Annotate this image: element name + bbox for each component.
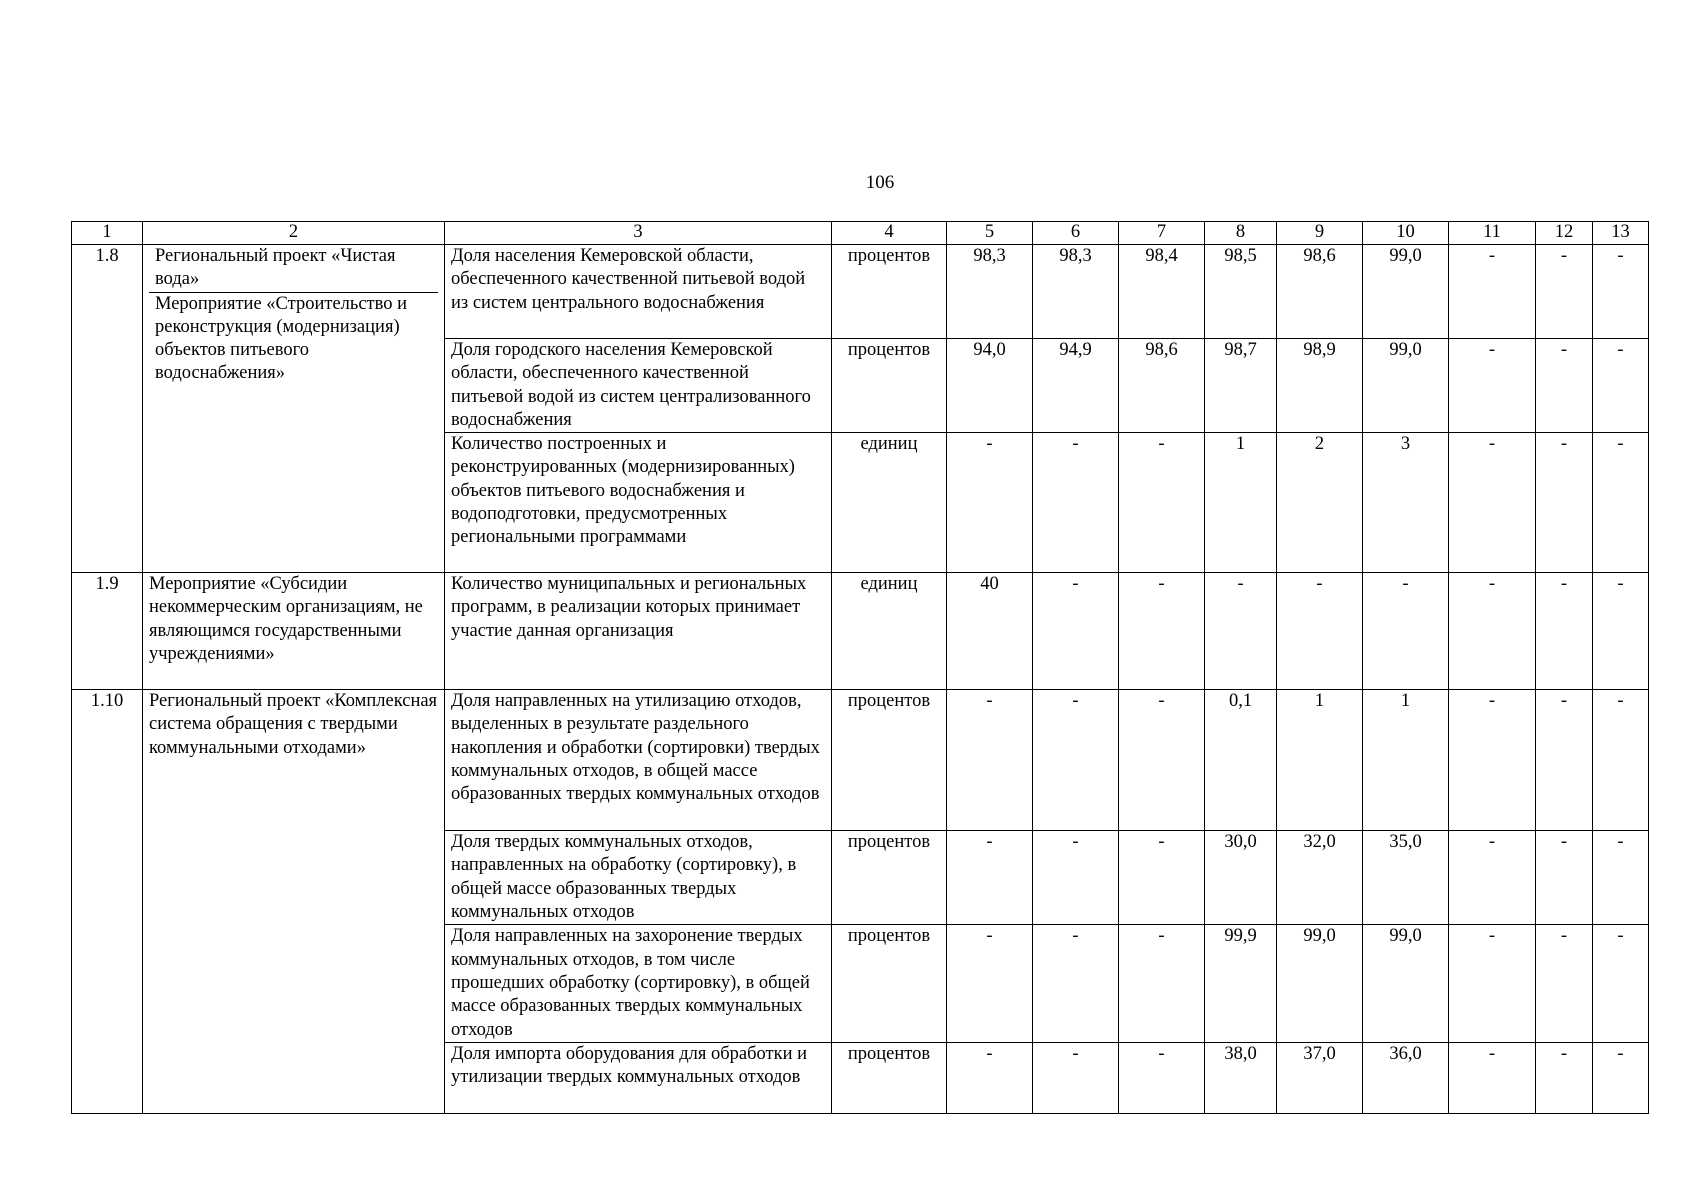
item-name: Региональный проект «Чистая вода»	[149, 245, 438, 293]
value-cell: -	[1593, 245, 1649, 339]
value-cell: 98,3	[1033, 245, 1119, 339]
column-number-cell: 4	[832, 222, 947, 245]
column-number-cell: 6	[1033, 222, 1119, 245]
value-cell: -	[1277, 573, 1363, 690]
value-cell: -	[947, 831, 1033, 925]
value-cell: -	[1119, 831, 1205, 925]
column-number-cell: 3	[445, 222, 832, 245]
value-cell: -	[947, 433, 1033, 573]
value-cell: 98,7	[1205, 339, 1277, 433]
value-cell: 98,6	[1277, 245, 1363, 339]
value-cell: -	[1536, 831, 1593, 925]
value-cell: -	[1033, 573, 1119, 690]
value-cell: 3	[1363, 433, 1449, 573]
item-number: 1.9	[72, 573, 143, 690]
indicator-name: Количество муниципальных и региональных программ, в реализации которых принимает участие данная организация	[445, 573, 832, 690]
value-cell: 98,3	[947, 245, 1033, 339]
value-cell: -	[1119, 690, 1205, 831]
value-cell: 38,0	[1205, 1042, 1277, 1113]
indicator-name: Доля направленных на захоронение твердых коммунальных отходов, в том числе прошедших обработку (сортировку), в общей массе образованных твердых коммунальных отходов	[445, 925, 832, 1042]
value-cell: -	[1593, 433, 1649, 573]
value-cell: -	[1449, 433, 1536, 573]
value-cell: 1	[1205, 433, 1277, 573]
value-cell: 99,0	[1277, 925, 1363, 1042]
table-row	[72, 245, 1649, 339]
item-name: Региональный проект «Комплексная система обращения с твердыми коммунальными отходами»	[143, 690, 445, 1114]
value-cell: -	[1536, 245, 1593, 339]
value-cell: -	[1536, 690, 1593, 831]
value-cell: -	[1536, 433, 1593, 573]
value-cell: 40	[947, 573, 1033, 690]
value-cell: -	[947, 1042, 1033, 1113]
value-cell: -	[1536, 339, 1593, 433]
value-cell: -	[1449, 690, 1536, 831]
value-cell: 99,0	[1363, 245, 1449, 339]
value-cell: -	[1033, 925, 1119, 1042]
value-cell: 30,0	[1205, 831, 1277, 925]
value-cell: -	[1536, 1042, 1593, 1113]
unit-cell: процентов	[832, 690, 947, 831]
indicator-name: Доля направленных на утилизацию отходов, выделенных в результате раздельного накопления и обработки (сортировки) твердых коммунальных отходов, в общей массе образованных твердых коммунальных отходов	[445, 690, 832, 831]
value-cell: 98,4	[1119, 245, 1205, 339]
page-number: 106	[865, 172, 895, 193]
value-cell: 98,9	[1277, 339, 1363, 433]
value-cell: -	[1593, 339, 1649, 433]
value-cell: -	[1033, 433, 1119, 573]
value-cell: -	[1119, 573, 1205, 690]
indicator-name: Доля импорта оборудования для обработки и утилизации твердых коммунальных отходов	[445, 1042, 832, 1113]
column-number-cell: 13	[1593, 222, 1649, 245]
value-cell: 36,0	[1363, 1042, 1449, 1113]
value-cell: -	[1449, 1042, 1536, 1113]
unit-cell: процентов	[832, 245, 947, 339]
value-cell: -	[1449, 339, 1536, 433]
item-name-cell	[143, 245, 445, 573]
value-cell: -	[1593, 925, 1649, 1042]
unit-cell: процентов	[832, 1042, 947, 1113]
column-number-cell: 12	[1536, 222, 1593, 245]
column-number-cell: 5	[947, 222, 1033, 245]
value-cell: -	[947, 690, 1033, 831]
value-cell: -	[1593, 1042, 1649, 1113]
value-cell: 99,0	[1363, 339, 1449, 433]
unit-cell: процентов	[832, 339, 947, 433]
indicator-name: Доля населения Кемеровской области, обеспеченного качественной питьевой водой из систем центрального водоснабжения	[445, 245, 832, 339]
value-cell: -	[1449, 925, 1536, 1042]
value-cell: 35,0	[1363, 831, 1449, 925]
value-cell: -	[1536, 573, 1593, 690]
value-cell: 37,0	[1277, 1042, 1363, 1113]
value-cell: 1	[1363, 690, 1449, 831]
value-cell: -	[1593, 831, 1649, 925]
value-cell: -	[1593, 573, 1649, 690]
unit-cell: единиц	[832, 433, 947, 573]
value-cell: -	[1033, 1042, 1119, 1113]
value-cell: 98,5	[1205, 245, 1277, 339]
unit-cell: процентов	[832, 925, 947, 1042]
value-cell: 99,0	[1363, 925, 1449, 1042]
value-cell: 99,9	[1205, 925, 1277, 1042]
value-cell: 94,0	[947, 339, 1033, 433]
column-number-cell: 10	[1363, 222, 1449, 245]
column-number-cell: 2	[143, 222, 445, 245]
indicator-name: Количество построенных и реконструированных (модернизированных) объектов питьевого водоснабжения и водоподготовки, предусмотренных региональными программами	[445, 433, 832, 573]
value-cell: -	[1363, 573, 1449, 690]
column-number-row	[72, 222, 1649, 245]
column-number-cell: 7	[1119, 222, 1205, 245]
item-number: 1.8	[72, 245, 143, 573]
value-cell: -	[1205, 573, 1277, 690]
value-cell: -	[1449, 573, 1536, 690]
value-cell: -	[947, 925, 1033, 1042]
value-cell: 1	[1277, 690, 1363, 831]
item-name: Мероприятие «Строительство и реконструкция (модернизация) объектов питьевого водоснабжения»	[155, 293, 407, 384]
value-cell: -	[1449, 831, 1536, 925]
value-cell: -	[1119, 433, 1205, 573]
unit-cell: процентов	[832, 831, 947, 925]
indicator-name: Доля городского населения Кемеровской области, обеспеченного качественной питьевой водой из систем централизованного водоснабжения	[445, 339, 832, 433]
value-cell: -	[1119, 925, 1205, 1042]
value-cell: 0,1	[1205, 690, 1277, 831]
table-row	[72, 573, 1649, 690]
indicator-table	[71, 221, 1649, 1114]
column-number-cell: 8	[1205, 222, 1277, 245]
value-cell: -	[1593, 690, 1649, 831]
value-cell: 98,6	[1119, 339, 1205, 433]
item-number: 1.10	[72, 690, 143, 1114]
table-row	[72, 690, 1649, 831]
indicator-name: Доля твердых коммунальных отходов, направленных на обработку (сортировку), в общей массе образованных твердых коммунальных отходов	[445, 831, 832, 925]
value-cell: -	[1449, 245, 1536, 339]
item-name: Мероприятие «Субсидии некоммерческим организациям, не являющимся государственными учреждениями»	[143, 573, 445, 690]
value-cell: 2	[1277, 433, 1363, 573]
value-cell: 32,0	[1277, 831, 1363, 925]
column-number-cell: 1	[72, 222, 143, 245]
value-cell: -	[1119, 1042, 1205, 1113]
column-number-cell: 11	[1449, 222, 1536, 245]
value-cell: 94,9	[1033, 339, 1119, 433]
value-cell: -	[1033, 690, 1119, 831]
unit-cell: единиц	[832, 573, 947, 690]
value-cell: -	[1033, 831, 1119, 925]
value-cell: -	[1536, 925, 1593, 1042]
column-number-cell: 9	[1277, 222, 1363, 245]
